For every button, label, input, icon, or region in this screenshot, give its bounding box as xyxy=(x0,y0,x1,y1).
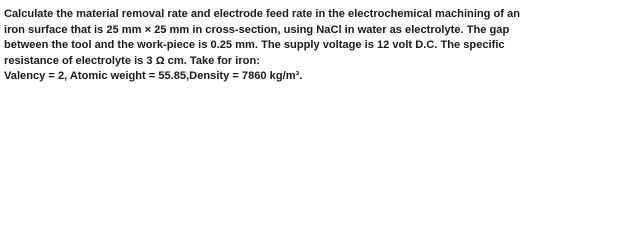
problem-line-2: iron surface that is 25 mm × 25 mm in cross-section, using NaCl in water as electrolyte. The gap xyxy=(4,23,510,36)
problem-line-3: between the tool and the work-piece is 0.25 mm. The supply voltage is 12 volt D.C. The specific xyxy=(4,39,505,52)
problem-line-1: Calculate the material removal rate and electrode feed rate in the electrochemical machining of an xyxy=(4,8,521,20)
problem-statement xyxy=(4,7,632,85)
problem-line-5: Valency = 2, Atomic weight = 55.85,Density = 7860 kg/m³. xyxy=(4,70,303,83)
problem-line-4: resistance of electrolyte is 3 Ω cm. Take for iron: xyxy=(4,54,260,67)
